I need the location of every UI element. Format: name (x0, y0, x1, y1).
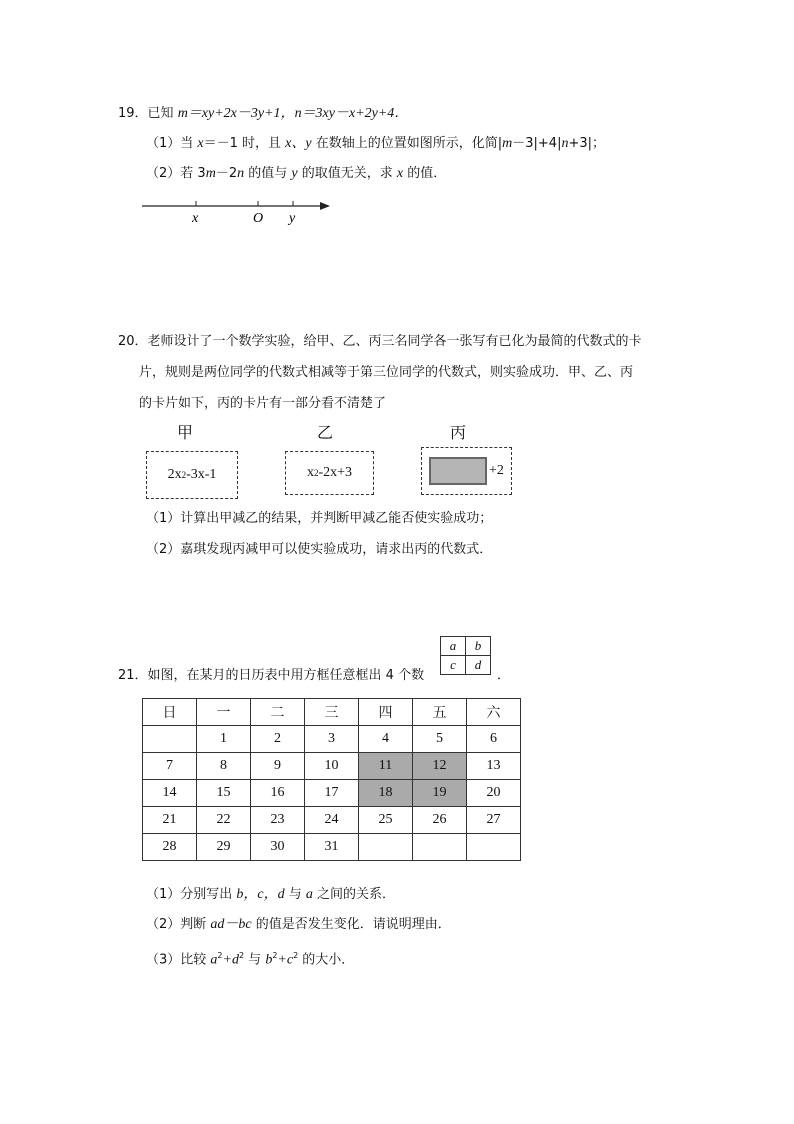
mini-d: d (466, 656, 491, 675)
calendar-cell: 13 (467, 753, 521, 780)
calendar-cell: 15 (197, 780, 251, 807)
calendar-header-cell: 四 (359, 699, 413, 726)
card-jia: 2x 2 -3x-1 (146, 451, 238, 499)
q20-stem-line1: 20．老师设计了一个数学实验，给甲、乙、丙三名同学各一张写有已化为最简的代数式的卡 (118, 334, 642, 349)
calendar-cell: 23 (251, 807, 305, 834)
obscured-patch (429, 457, 487, 485)
card-jia-label: 甲 (177, 423, 194, 442)
mini-b: b (466, 637, 491, 656)
card-bing-label: 丙 (450, 423, 467, 442)
calendar-cell: 24 (305, 807, 359, 834)
calendar-cell: 5 (413, 726, 467, 753)
q19-stem: 19．已知 m＝xy+2x－3y+1，n＝3xy－x+2y+4． (118, 106, 409, 121)
card-yi-label: 乙 (317, 423, 334, 442)
calendar-cell: 8 (197, 753, 251, 780)
q19-part2: （2）若 3m－2n 的值与 y 的取值无关，求 x 的值． (146, 166, 447, 181)
calendar-cell: 4 (359, 726, 413, 753)
calendar-cell: 21 (143, 807, 197, 834)
calendar-header-cell: 五 (413, 699, 467, 726)
card-yi: x 2 -2x+3 (285, 451, 374, 495)
calendar-cell: 1 (197, 726, 251, 753)
calendar-cell-shaded: 18 (359, 780, 413, 807)
mini-box (440, 636, 491, 675)
calendar-cell: 17 (305, 780, 359, 807)
q21-part2: （2）判断 ad－bc 的值是否发生变化．请说明理由． (146, 917, 451, 932)
card-bing: +2 (421, 447, 512, 495)
calendar-cell: 2 (251, 726, 305, 753)
calendar-cell-shaded: 19 (413, 780, 467, 807)
calendar-cell (143, 726, 197, 753)
calendar-cell: 7 (143, 753, 197, 780)
calendar-cell: 14 (143, 780, 197, 807)
calendar-cell (467, 834, 521, 861)
calendar-cell: 10 (305, 753, 359, 780)
calendar-cell: 28 (143, 834, 197, 861)
calendar-table (142, 698, 521, 861)
q20-part1: （1）计算出甲减乙的结果，并判断甲减乙能否使实验成功； (146, 511, 493, 526)
calendar-cell: 31 (305, 834, 359, 861)
calendar-cell (359, 834, 413, 861)
calendar-header-cell: 六 (467, 699, 521, 726)
q20-stem-line2: 片，规则是两位同学的代数式相减等于第三位同学的代数式，则实验成功．甲、乙、丙 (139, 365, 634, 380)
calendar-cell: 16 (251, 780, 305, 807)
calendar-cell: 20 (467, 780, 521, 807)
q19-part1: （1）当 x＝－1 时，且 x、y 在数轴上的位置如图所示，化简|m－3|+4|n+3|； (146, 136, 605, 151)
q21-stem: 21．如图，在某月的日历表中用方框任意框出 4 个数 (118, 668, 425, 683)
q21-part3: （3）比较 $a^2+d^2$ 与 $b^2+c^2$ 的大小． (146, 951, 355, 968)
calendar-cell: 29 (197, 834, 251, 861)
number-line (138, 196, 338, 226)
label-x: x (192, 211, 199, 226)
calendar-cell (413, 834, 467, 861)
q19-number: 19． (118, 106, 148, 121)
calendar-header-cell: 二 (251, 699, 305, 726)
calendar-header-cell: 一 (197, 699, 251, 726)
calendar-cell: 25 (359, 807, 413, 834)
calendar-cell: 22 (197, 807, 251, 834)
calendar-header-cell: 三 (305, 699, 359, 726)
label-origin: O (253, 211, 264, 226)
calendar-cell: 9 (251, 753, 305, 780)
calendar-cell: 3 (305, 726, 359, 753)
calendar-cell: 6 (467, 726, 521, 753)
calendar-header-cell: 日 (143, 699, 197, 726)
mini-c: c (441, 656, 466, 675)
q21-part1: （1）分别写出 b，c，d 与 a 之间的关系． (146, 887, 396, 902)
calendar-cell-shaded: 12 (413, 753, 467, 780)
number-line-arrow-icon (320, 202, 330, 210)
label-y: y (289, 211, 296, 226)
mini-a: a (441, 637, 466, 656)
q20-part2: （2）嘉琪发现丙减甲可以使实验成功，请求出丙的代数式． (146, 542, 493, 557)
calendar-cell: 27 (467, 807, 521, 834)
q21-stem-tail: ． (497, 668, 511, 683)
q20-stem-line3: 的卡片如下，丙的卡片有一部分看不清楚了 (139, 396, 387, 411)
calendar-cell: 30 (251, 834, 305, 861)
calendar-cell-shaded: 11 (359, 753, 413, 780)
calendar-cell: 26 (413, 807, 467, 834)
